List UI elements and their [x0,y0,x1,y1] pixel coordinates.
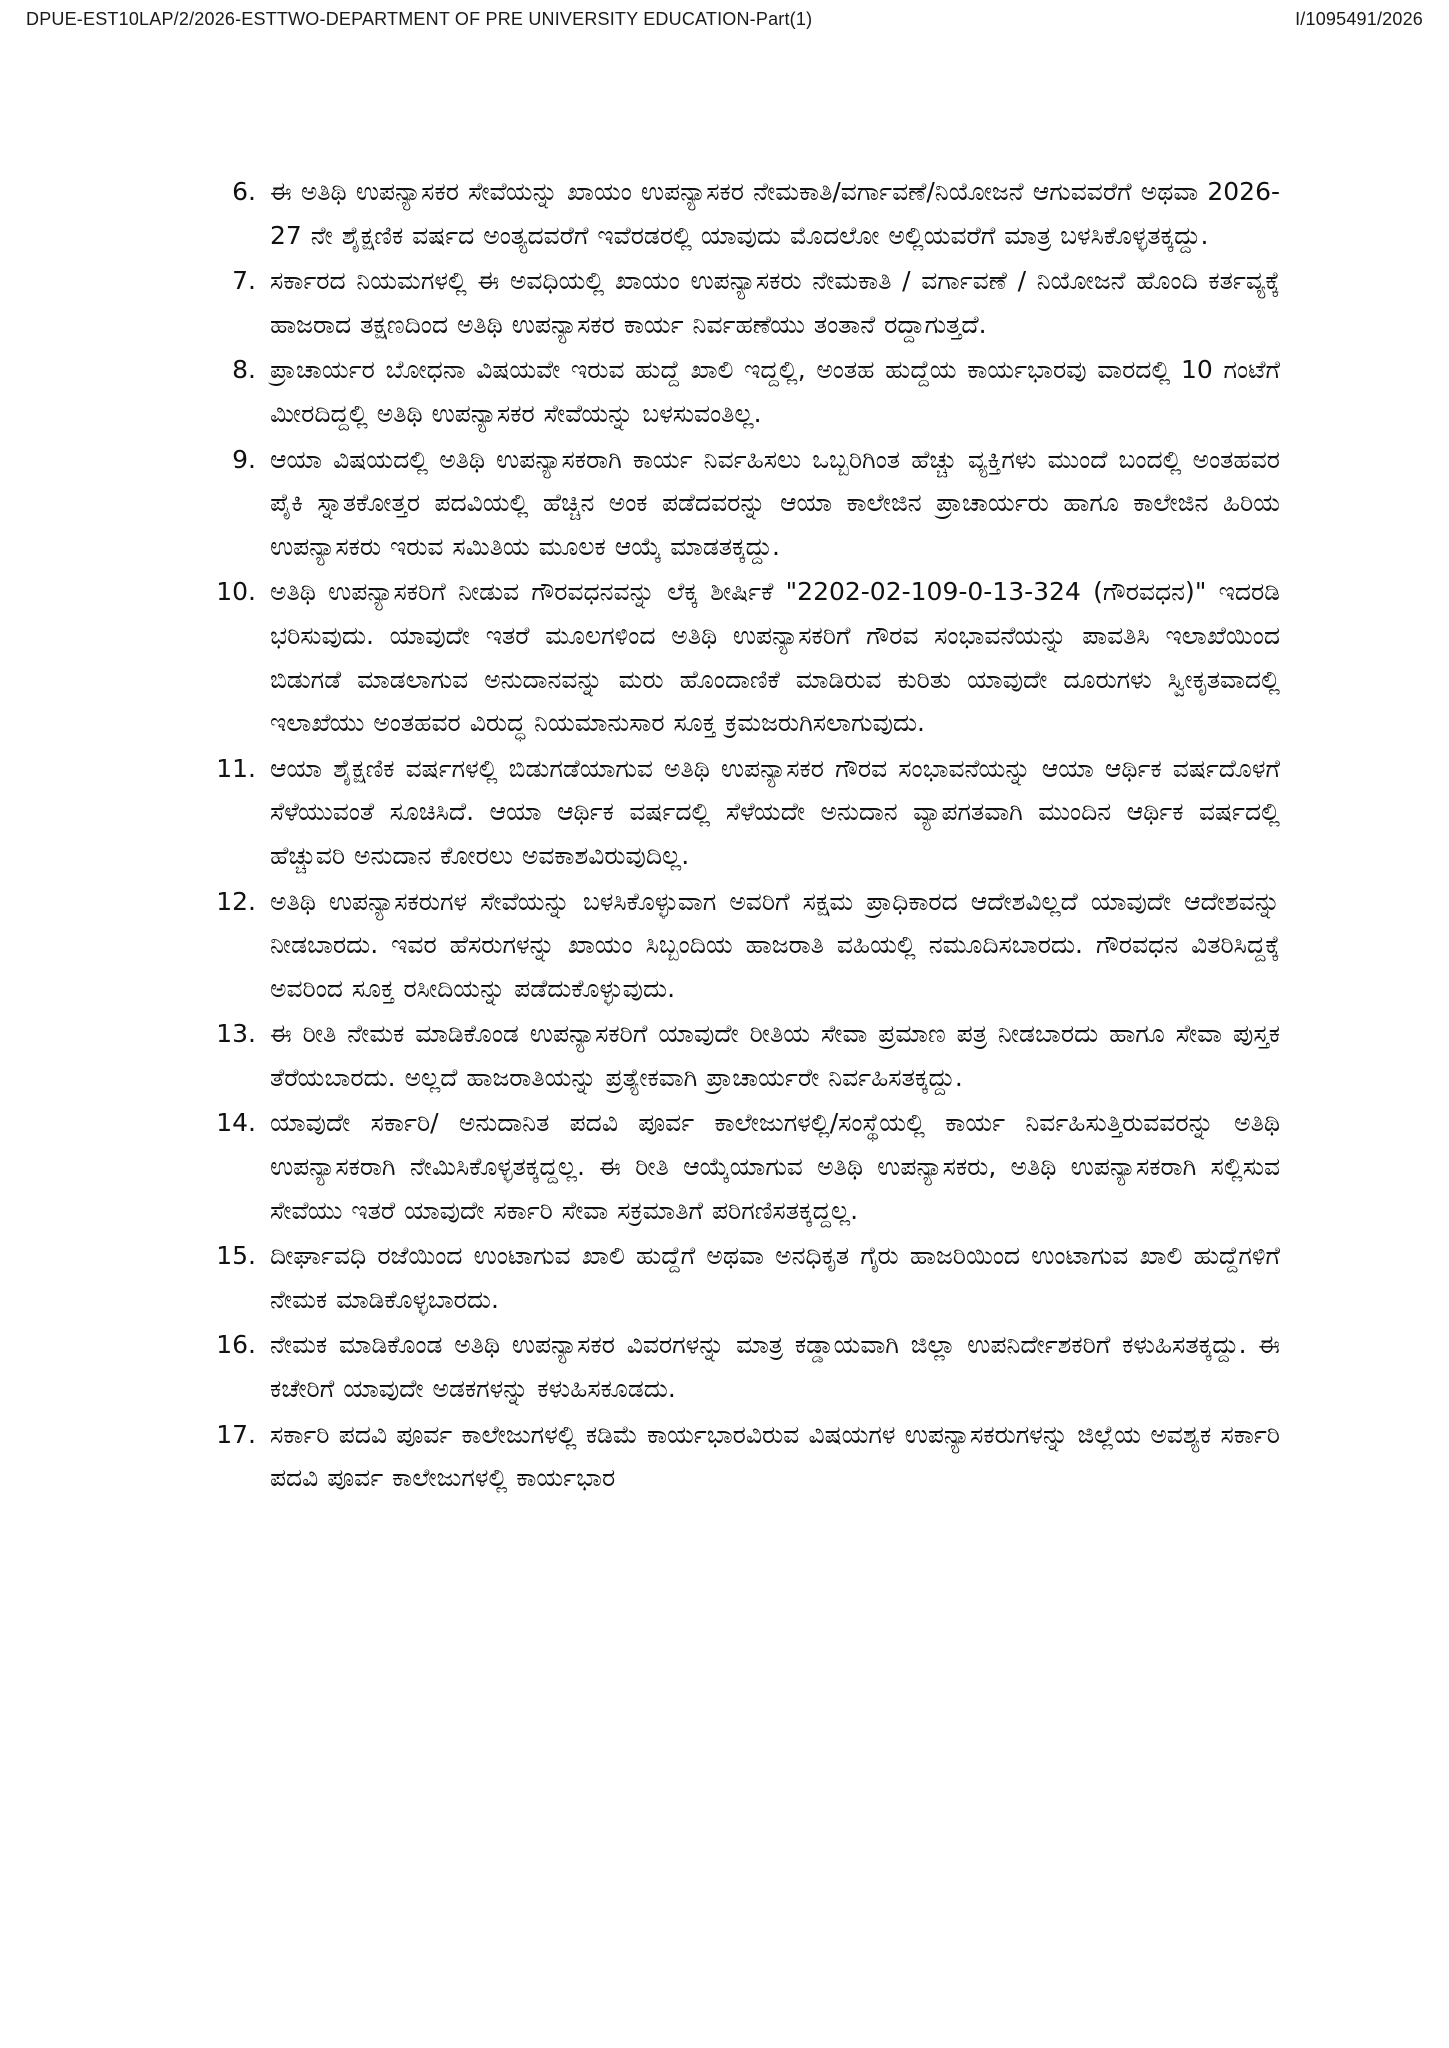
item-text: ಈ ಅತಿಥಿ ಉಪನ್ಯಾಸಕರ ಸೇವೆಯನ್ನು ಖಾಯಂ ಉಪನ್ಯಾಸಕರ ನೇಮಕಾತಿ/ವರ್ಗಾವಣೆ/ನಿಯೋಜನೆ ಆಗುವವರೆಗೆ ಅಥವಾ 2026-27 ನೇ ಶೈಕ್ಷಣಿಕ ವರ್ಷದ ಅಂತ್ಯದವರೆಗೆ ಇವೆರಡರಲ್ಲಿ ಯಾವುದು ಮೊದಲೋ ಅಲ್ಲಿಯವರೆಗೆ ಮಾತ್ರ ಬಳಸಿಕೊಳ್ಳತಕ್ಕದ್ದು. [270,177,1280,250]
item-number: 13. [216,1019,256,1049]
list-item [200,880,1280,1011]
list-item [200,570,1280,744]
item-number: 11. [216,753,256,783]
list-item [200,348,1280,435]
item-number: 14. [216,1108,256,1138]
list-item [200,259,1280,346]
item-number: 6. [232,177,256,206]
list-item [200,438,1280,569]
list-item [200,170,1280,257]
item-text: ಅತಿಥಿ ಉಪನ್ಯಾಸಕರುಗಳ ಸೇವೆಯನ್ನು ಬಳಸಿಕೊಳ್ಳುವಾಗ ಅವರಿಗೆ ಸಕ್ಷಮ ಪ್ರಾಧಿಕಾರದ ಆದೇಶವಿಲ್ಲದೆ ಯಾವುದೇ ಆದೇಶವನ್ನು ನೀಡಬಾರದು. ಇವರ ಹೆಸರುಗಳನ್ನು ಖಾಯಂ ಸಿಬ್ಬಂದಿಯ ಹಾಜರಾತಿ ವಹಿಯಲ್ಲಿ ನಮೂದಿಸಬಾರದು. ಗೌರವಧನ ವಿತರಿಸಿದ್ದಕ್ಕೆ ಅವರಿಂದ ಸೂಕ್ತ ರಸೀದಿಯನ್ನು ಪಡೆದುಕೊಳ್ಳುವುದು. [270,886,1280,1003]
page-header [26,6,1423,32]
item-number: 17. [216,1419,256,1449]
item-text: ಈ ರೀತಿ ನೇಮಕ ಮಾಡಿಕೊಂಡ ಉಪನ್ಯಾಸಕರಿಗೆ ಯಾವುದೇ ರೀತಿಯ ಸೇವಾ ಪ್ರಮಾಣ ಪತ್ರ ನೀಡಬಾರದು ಹಾಗೂ ಸೇವಾ ಪುಸ್ತಕ ತೆರೆಯಬಾರದು. ಅಲ್ಲದೆ ಹಾಜರಾತಿಯನ್ನು ಪ್ರತ್ಯೇಕವಾಗಿ ಪ್ರಾಚಾರ್ಯರೇ ನಿರ್ವಹಿಸತಕ್ಕದ್ದು. [270,1019,1280,1092]
item-text: ಪ್ರಾಚಾರ್ಯರ ಬೋಧನಾ ವಿಷಯವೇ ಇರುವ ಹುದ್ದೆ ಖಾಲಿ ಇದ್ದಲ್ಲಿ, ಅಂತಹ ಹುದ್ದೆಯ ಕಾರ್ಯಭಾರವು ವಾರದಲ್ಲಿ 10 ಗಂಟೆಗೆ ಮೀರದಿದ್ದಲ್ಲಿ ಅತಿಥಿ ಉಪನ್ಯಾಸಕರ ಸೇವೆಯನ್ನು ಬಳಸುವಂತಿಲ್ಲ. [270,355,1280,428]
item-text: ಆಯಾ ಶೈಕ್ಷಣಿಕ ವರ್ಷಗಳಲ್ಲಿ ಬಿಡುಗಡೆಯಾಗುವ ಅತಿಥಿ ಉಪನ್ಯಾಸಕರ ಗೌರವ ಸಂಭಾವನೆಯನ್ನು ಆಯಾ ಆರ್ಥಿಕ ವರ್ಷದೊಳಗೆ ಸೆಳೆಯುವಂತೆ ಸೂಚಿಸಿದೆ. ಆಯಾ ಆರ್ಥಿಕ ವರ್ಷದಲ್ಲಿ ಸೆಳೆಯದೇ ಅನುದಾನ ವ್ಯಾಪಗತವಾಗಿ ಮುಂದಿನ ಆರ್ಥಿಕ ವರ್ಷದಲ್ಲಿ ಹೆಚ್ಚುವರಿ ಅನುದಾನ ಕೋರಲು ಅವಕಾಶವಿರುವುದಿಲ್ಲ. [270,753,1280,870]
item-text: ಸರ್ಕಾರಿ ಪದವಿ ಪೂರ್ವ ಕಾಲೇಜುಗಳಲ್ಲಿ ಕಡಿಮೆ ಕಾರ್ಯಭಾರವಿರುವ ವಿಷಯಗಳ ಉಪನ್ಯಾಸಕರುಗಳನ್ನು ಜಿಲ್ಲೆಯ ಅವಶ್ಯಕ ಸರ್ಕಾರಿ ಪದವಿ ಪೂರ್ವ ಕಾಲೇಜುಗಳಲ್ಲಿ ಕಾರ್ಯಭಾರ [270,1419,1280,1493]
item-text: ಸರ್ಕಾರದ ನಿಯಮಗಳಲ್ಲಿ ಈ ಅವಧಿಯಲ್ಲಿ ಖಾಯಂ ಉಪನ್ಯಾಸಕರು ನೇಮಕಾತಿ / ವರ್ಗಾವಣೆ / ನಿಯೋಜನೆ ಹೊಂದಿ ಕರ್ತವ್ಯಕ್ಕೆ ಹಾಜರಾದ ತಕ್ಷಣದಿಂದ ಅತಿಥಿ ಉಪನ್ಯಾಸಕರ ಕಾರ್ಯ ನಿರ್ವಹಣೆಯು ತಂತಾನೆ ರದ್ದಾಗುತ್ತದೆ. [270,266,1280,339]
item-number: 10. [216,577,256,607]
item-text: ಆಯಾ ವಿಷಯದಲ್ಲಿ ಅತಿಥಿ ಉಪನ್ಯಾಸಕರಾಗಿ ಕಾರ್ಯ ನಿರ್ವಹಿಸಲು ಒಬ್ಬರಿಗಿಂತ ಹೆಚ್ಚು ವ್ಯಕ್ತಿಗಳು ಮುಂದೆ ಬಂದಲ್ಲಿ ಅಂತಹವರ ಪೈಕಿ ಸ್ನಾತಕೋತ್ತರ ಪದವಿಯಲ್ಲಿ ಹೆಚ್ಚಿನ ಅಂಕ ಪಡೆದವರನ್ನು ಆಯಾ ಕಾಲೇಜಿನ ಪ್ರಾಚಾರ್ಯರು ಹಾಗೂ ಕಾಲೇಜಿನ ಹಿರಿಯ ಉಪನ್ಯಾಸಕರು ಇರುವ ಸಮಿತಿಯ ಮೂಲಕ ಆಯ್ಕೆ ಮಾಡತಕ್ಕದ್ದು. [270,444,1280,561]
item-text: ಅತಿಥಿ ಉಪನ್ಯಾಸಕರಿಗೆ ನೀಡುವ ಗೌರವಧನವನ್ನು ಲೆಕ್ಕ ಶೀರ್ಷಿಕೆ "2202-02-109-0-13-324 (ಗೌರವಧನ)" ಇದರಡಿ ಭರಿಸುವುದು. ಯಾವುದೇ ಇತರೆ ಮೂಲಗಳಿಂದ ಅತಿಥಿ ಉಪನ್ಯಾಸಕರಿಗೆ ಗೌರವ ಸಂಭಾವನೆಯನ್ನು ಪಾವತಿಸಿ ಇಲಾಖೆಯಿಂದ ಬಿಡುಗಡೆ ಮಾಡಲಾಗುವ ಅನುದಾನವನ್ನು ಮರು ಹೊಂದಾಣಿಕೆ ಮಾಡಿರುವ ಕುರಿತು ಯಾವುದೇ ದೂರುಗಳು ಸ್ವೀಕೃತವಾದಲ್ಲಿ ಇಲಾಖೆಯು ಅಂತಹವರ ವಿರುದ್ಧ ನಿಯಮಾನುಸಾರ ಸೂಕ್ತ ಕ್ರಮಜರುಗಿಸಲಾಗುವುದು. [270,577,1280,738]
item-text: ದೀರ್ಘಾವಧಿ ರಜೆಯಿಂದ ಉಂಟಾಗುವ ಖಾಲಿ ಹುದ್ದೆಗೆ ಅಥವಾ ಅನಧಿಕೃತ ಗೈರು ಹಾಜರಿಯಿಂದ ಉಂಟಾಗುವ ಖಾಲಿ ಹುದ್ದೆಗಳಿಗೆ ನೇಮಕ ಮಾಡಿಕೊಳ್ಳಬಾರದು. [270,1241,1280,1314]
receipt-number: I/1095491/2026 [1295,8,1423,29]
list-item [200,1012,1280,1099]
item-number: 15. [216,1241,256,1271]
numbered-conditions-list [200,170,1280,1502]
item-number: 8. [232,355,256,385]
item-number: 16. [216,1330,256,1360]
item-text: ನೇಮಕ ಮಾಡಿಕೊಂಡ ಅತಿಥಿ ಉಪನ್ಯಾಸಕರ ವಿವರಗಳನ್ನು ಮಾತ್ರ ಕಡ್ಡಾಯವಾಗಿ ಜಿಲ್ಲಾ ಉಪನಿರ್ದೇಶಕರಿಗೆ ಕಳುಹಿಸತಕ್ಕದ್ದು. ಈ ಕಚೇರಿಗೆ ಯಾವುದೇ ಅಡಕಗಳನ್ನು ಕಳುಹಿಸಕೂಡದು. [270,1330,1280,1404]
item-number: 12. [216,886,256,916]
list-item [200,1101,1280,1232]
list-item [200,1413,1280,1500]
list-item [200,747,1280,878]
item-number: 7. [232,266,256,296]
list-item [200,1323,1280,1410]
item-text: ಯಾವುದೇ ಸರ್ಕಾರಿ/ ಅನುದಾನಿತ ಪದವಿ ಪೂರ್ವ ಕಾಲೇಜುಗಳಲ್ಲಿ/ಸಂಸ್ಥೆಯಲ್ಲಿ ಕಾರ್ಯ ನಿರ್ವಹಿಸುತ್ತಿರುವವರನ್ನು ಅತಿಥಿ ಉಪನ್ಯಾಸಕರಾಗಿ ನೇಮಿಸಿಕೊಳ್ಳತಕ್ಕದ್ದಲ್ಲ. ಈ ರೀತಿ ಆಯ್ಕೆಯಾಗುವ ಅತಿಥಿ ಉಪನ್ಯಾಸಕರು, ಅತಿಥಿ ಉಪನ್ಯಾಸಕರಾಗಿ ಸಲ್ಲಿಸುವ ಸೇವೆಯು ಇತರೆ ಯಾವುದೇ ಸರ್ಕಾರಿ ಸೇವಾ ಸಕ್ರಮಾತಿಗೆ ಪರಿಗಣಿಸತಕ್ಕದ್ದಲ್ಲ. [270,1108,1280,1225]
item-number: 9. [232,444,256,474]
file-reference: DPUE-EST10LAP/2/2026-ESTTWO-DEPARTMENT OF PRE UNIVERSITY EDUCATION-Part(1) [26,8,813,29]
list-item [200,1234,1280,1321]
